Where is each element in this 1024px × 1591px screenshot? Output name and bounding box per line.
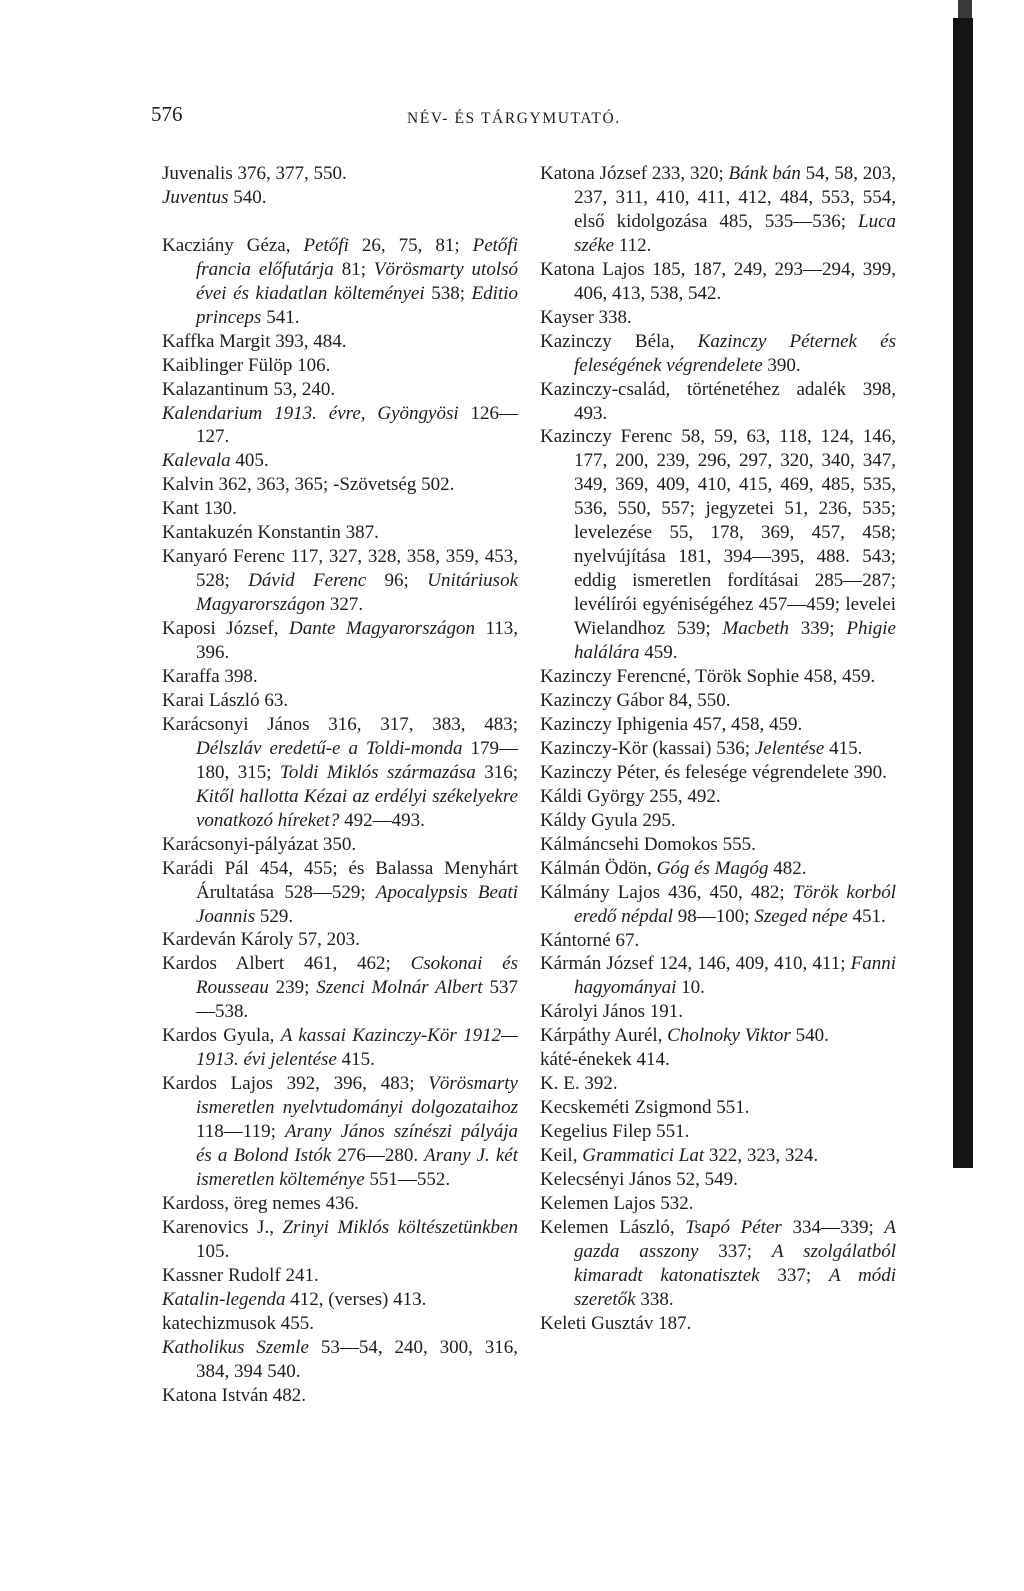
entry-text: Kazinczy-család, történetéhez adalék 398, 493. (540, 378, 896, 424)
entry-text: 327. (325, 594, 364, 616)
entry-title-italic: Juventus (162, 186, 229, 208)
entry-text: Kanyaró Ferenc 117, 327, 328, 358, 359, 453, 528; (162, 546, 518, 592)
entry-text: 96; (366, 570, 428, 592)
index-column-left (162, 162, 518, 1408)
index-entry (162, 1072, 518, 1192)
index-entry (162, 354, 518, 378)
entry-text: Karaffa 398. (162, 666, 258, 687)
index-entry (162, 162, 518, 186)
index-entry (540, 1168, 896, 1192)
entry-text: Kálmány Lajos 436, 450, 482; (540, 881, 793, 903)
index-entry (540, 689, 896, 713)
entry-text: Károlyi János 191. (540, 1001, 684, 1023)
entry-title-italic: Kalevala (162, 450, 231, 472)
entry-text: 10. (676, 977, 705, 999)
binding-edge (953, 18, 973, 1168)
entry-text: Kacziány Géza, (162, 234, 304, 256)
entry-title-italic: A szolgálatból kimaradt katonatisztek (574, 1240, 897, 1286)
entry-text: Kelemen László, (540, 1216, 686, 1238)
entry-title-italic: Katalin-legenda (162, 1288, 286, 1310)
index-entry (540, 162, 896, 258)
entry-text: Katona István 482. (162, 1384, 307, 1406)
index-entry (540, 929, 896, 953)
entry-text: 415. (336, 1049, 375, 1071)
entry-text: 339; (788, 618, 847, 640)
entry-text: 334—339; (781, 1216, 885, 1238)
entry-title-italic: Phigie halálára (574, 618, 896, 664)
index-entry (540, 425, 896, 665)
entry-title-italic: Unitáriusok Magyarországon (196, 570, 518, 616)
entry-title-italic: Toldi Miklós származása (280, 761, 476, 783)
index-entry (540, 1120, 896, 1144)
entry-title-italic: Tsapó Péter (685, 1216, 782, 1238)
entry-title-italic: Dante Magyarországon (288, 618, 475, 640)
entry-text: Kazinczy Iphigenia 457, 458, 459. (540, 713, 803, 735)
entry-title-italic: Arany János színészi pályája és a Bolond Istók (196, 1121, 518, 1167)
entry-text: 118—119; (196, 1121, 285, 1143)
entry-text: 98—100; (673, 905, 755, 927)
index-entry (540, 378, 896, 426)
index-entry (162, 1264, 518, 1288)
entry-text: 337; (698, 1240, 772, 1262)
entry-text: 337; (759, 1264, 829, 1286)
entry-text: Kazinczy Béla, (540, 330, 698, 352)
entry-text: Kálmáncsehi Domokos 555. (540, 833, 756, 855)
index-entry (162, 497, 518, 521)
index-entry (162, 1192, 518, 1216)
entry-text: Kardeván Károly 57, 203. (162, 929, 360, 951)
index-entry (162, 857, 518, 929)
index-entry (162, 378, 518, 402)
index-column-right (540, 162, 896, 1336)
entry-text: Káldy Gyula 295. (540, 809, 676, 831)
entry-title-italic: Kazinczy Péternek és feleségének végrendelete (574, 330, 896, 376)
entry-text: Kaiblinger Fülöp 106. (162, 354, 331, 376)
entry-text: 540. (228, 186, 267, 208)
index-entry (162, 1216, 518, 1264)
entry-text: 540. (790, 1025, 829, 1047)
entry-text: Karenovics J., (162, 1216, 283, 1238)
index-entry (162, 665, 518, 689)
entry-title-italic: Kitől hallotta Kézai az erdélyi székelyekre vonatkozó híreket? (196, 785, 518, 831)
index-entry (540, 258, 896, 306)
entry-title-italic: Csokonai és Rousseau (196, 953, 518, 999)
index-entry (162, 617, 518, 665)
entry-title-italic: Zrinyi Miklós költészetünkben (282, 1216, 518, 1238)
entry-title-italic: Vörösmarty utolsó évei és kiadatlan költeményei (196, 258, 519, 304)
index-entry (540, 857, 896, 881)
index-entry (162, 330, 518, 354)
entry-text: Karácsonyi-pályázat 350. (162, 833, 357, 855)
entry-text: 551—552. (364, 1169, 451, 1191)
index-entry (540, 1000, 896, 1024)
entry-text: Kaffka Margit 393, 484. (162, 330, 347, 352)
entry-text: Kazinczy Péter, és felesége végrendelete 390. (540, 761, 887, 783)
index-entry (540, 1048, 896, 1072)
index-entry (540, 809, 896, 833)
entry-text: 53—54, 240, 300, 316, 384, 394 540. (196, 1336, 518, 1382)
entry-title-italic: Vörösmarty ismeretlen nyelvtudományi dolgozataihoz (196, 1073, 518, 1119)
index-entry (540, 881, 896, 929)
entry-text: Katona József 233, 320; (540, 163, 729, 184)
entry-title-italic: Török korból eredő népdal (574, 881, 897, 927)
entry-text: Kantakuzén Konstantin 387. (162, 522, 379, 544)
entry-text: Karai László 63. (162, 689, 289, 711)
entry-title-italic: A kassai Kazinczy-Kör 1912—1913. évi jelentése (196, 1025, 518, 1071)
entry-title-italic: Délszláv eredetű-e a Toldi-monda (196, 737, 463, 759)
index-entry (162, 473, 518, 497)
page-number: 576 (151, 102, 183, 126)
entry-text: Kardos Lajos 392, 396, 483; (162, 1073, 429, 1095)
entry-text: 322, 323, 324. (704, 1145, 819, 1167)
entry-text: 451. (847, 905, 886, 927)
index-entry (540, 785, 896, 809)
entry-text: 405. (230, 450, 269, 472)
entry-text: Kalazantinum 53, 240. (162, 378, 336, 400)
index-entry (540, 1024, 896, 1048)
entry-title-italic: Editio princeps (196, 282, 519, 328)
entry-text: 541. (261, 306, 300, 328)
entry-title-italic: Macbeth (722, 618, 789, 640)
entry-text: Kármán József 124, 146, 409, 410, 411; (540, 953, 851, 975)
entry-text: 81; (333, 258, 374, 280)
entry-text: 529. (255, 905, 294, 927)
index-entry (162, 186, 518, 210)
entry-text: Kardos Gyula, (162, 1025, 281, 1047)
entry-text: Kelecsényi János 52, 549. (540, 1169, 738, 1191)
entry-text: 113, 396. (196, 618, 518, 664)
entry-text: K. E. 392. (540, 1073, 618, 1095)
entry-text: Kelemen Lajos 532. (540, 1192, 694, 1214)
running-head: NÉV- ÉS TÁRGYMUTATÓ. (407, 110, 621, 127)
index-entry (162, 928, 518, 952)
entry-text: Kardoss, öreg nemes 436. (162, 1192, 359, 1214)
index-entry (162, 1312, 518, 1336)
entry-text: 239; (268, 977, 317, 999)
entry-title-italic: A gazda asszony (574, 1216, 896, 1262)
entry-text: Kazinczy Ferenc 58, 59, 63, 118, 124, 146, 177, 200, 239, 296, 297, 320, 340, 347, 349, 369, 409, 410, 415, 469, 485, 535, 536, 550, 557; jegyzetei 51, 236, 535; levelezése 55, 178, 369, 457, 458; nyelvújítása 181, 394—395, 488. 543; eddig ismeretlen fordításai 285—287; levélírói egyéniségéhez 457—459; levelei Wielandhoz 539; (540, 426, 896, 640)
entry-title-italic: Arany J. két ismeretlen költeménye (196, 1145, 518, 1191)
entry-text: 54, 58, 203, 237, 311, 410, 411, 412, 484, 553, 554, első kidolgozása 485, 535—536; (574, 163, 896, 232)
entry-text: Kassner Rudolf 241. (162, 1264, 319, 1286)
entry-title-italic: A módi szeretők (574, 1264, 897, 1310)
entry-text: Kárpáthy Aurél, (540, 1025, 668, 1047)
entry-text: Kecskeméti Zsigmond 551. (540, 1097, 750, 1119)
entry-title-italic: Petőfi francia előfutárja (196, 234, 518, 280)
entry-text: Kálmán Ödön, (540, 857, 657, 879)
entry-text: 459. (639, 642, 678, 664)
index-entry (162, 952, 518, 1024)
index-entry (162, 833, 518, 857)
entry-title-italic: Petőfi (303, 234, 349, 256)
entry-text: Karácsonyi János 316, 317, 383, 483; (162, 713, 518, 735)
entry-text: 112. (614, 234, 652, 256)
entry-text: 390. (762, 354, 801, 376)
entry-title-italic: Góg és Magóg (656, 857, 769, 879)
entry-text: Kazinczy Gábor 84, 550. (540, 689, 731, 711)
entry-title-italic: Apocalypsis Beati Joannis (196, 881, 518, 927)
entry-text: katechizmusok 455. (162, 1312, 314, 1334)
index-entry (540, 1216, 896, 1312)
entry-text: 105. (196, 1240, 230, 1262)
entry-text: Káldi György 255, 492. (540, 785, 721, 807)
index-entry (540, 1192, 896, 1216)
index-entry (540, 713, 896, 737)
index-entry (540, 1312, 896, 1336)
index-entry (162, 689, 518, 713)
entry-title-italic: Katholikus Szemle (162, 1336, 309, 1358)
index-entry (540, 665, 896, 689)
entry-text: Kalvin 362, 363, 365; -Szövetség 502. (162, 474, 455, 496)
entry-text: 482. (768, 857, 807, 879)
entry-title-italic: Kalendarium 1913. évre, Gyöngyösi (162, 402, 459, 424)
entry-title-italic: Luca széke (574, 210, 896, 256)
entry-text: Katona Lajos 185, 187, 249, 293—294, 399, 406, 413, 538, 542. (540, 258, 896, 304)
index-entry (540, 1144, 896, 1168)
entry-text: Karádi Pál 454, 455; és Balassa Menyhárt Árultatása 528—529; (162, 857, 518, 903)
entry-text: 537—538. (196, 977, 519, 1023)
index-entry (162, 1288, 518, 1312)
entry-title-italic: Cholnoky Viktor (667, 1025, 791, 1047)
index-entry (540, 833, 896, 857)
entry-title-italic: Jelentése (754, 737, 825, 759)
index-entry (162, 545, 518, 617)
entry-text: 338. (635, 1288, 674, 1310)
entry-text: 276—280. (331, 1145, 425, 1167)
entry-title-italic: Dávid Ferenc (248, 570, 367, 592)
index-entry (162, 1024, 518, 1072)
entry-text: 538; (424, 282, 472, 304)
entry-text: 492—493. (339, 809, 425, 831)
index-entry (162, 521, 518, 545)
index-entry (162, 234, 518, 330)
index-entry (540, 952, 896, 1000)
index-entry (162, 449, 518, 473)
entry-text: 26, 75, 81; (348, 234, 473, 256)
entry-text: Kant 130. (162, 498, 237, 520)
entry-text: Keil, (540, 1145, 583, 1167)
entry-text: káté-énekek 414. (540, 1049, 670, 1071)
index-entry (540, 737, 896, 761)
entry-text: Kegelius Filep 551. (540, 1121, 690, 1143)
entry-text: Keleti Gusztáv 187. (540, 1312, 692, 1334)
index-entry (540, 306, 896, 330)
entry-text: Kardos Albert 461, 462; (162, 953, 411, 975)
index-entry (162, 1336, 518, 1384)
entry-text: 179—180, 315; (196, 737, 519, 783)
entry-text: 316; (475, 761, 519, 783)
entry-text: Juvenalis 376, 377, 550. (162, 163, 347, 184)
entry-text: Kazinczy Ferencné, Török Sophie 458, 459. (540, 666, 876, 688)
entry-text: Kántorné 67. (540, 929, 640, 951)
index-entry (162, 402, 518, 450)
index-entry (540, 330, 896, 378)
entry-text: 412, (verses) 413. (285, 1288, 427, 1310)
index-entry (162, 713, 518, 833)
entry-title-italic: Szeged népe (754, 905, 848, 927)
index-entry (540, 1096, 896, 1120)
index-entry (540, 761, 896, 785)
entry-text: Kayser 338. (540, 306, 632, 328)
entry-text: 126—127. (196, 402, 519, 448)
entry-text: Kaposi József, (162, 618, 289, 640)
entry-title-italic: Grammatici Lat (582, 1145, 705, 1167)
entry-text: 415. (824, 737, 863, 759)
entry-title-italic: Bánk bán (728, 163, 801, 184)
index-entry (540, 1072, 896, 1096)
index-entry (162, 1384, 518, 1408)
entry-text: Kazinczy-Kör (kassai) 536; (540, 737, 755, 759)
entry-title-italic: Szenci Molnár Albert (316, 977, 483, 999)
entry-title-italic: Fanni hagyományai (574, 953, 896, 999)
